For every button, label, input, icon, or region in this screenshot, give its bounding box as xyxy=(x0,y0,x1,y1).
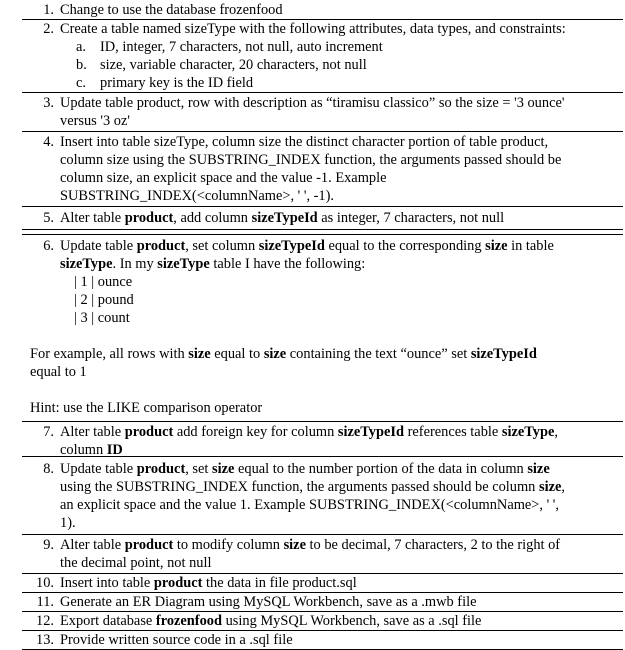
item-text: Change to use the database frozenfood xyxy=(60,2,283,18)
item-5: 5. Alter table product, add column sizeTypeId as integer, 7 characters, not null xyxy=(24,209,622,227)
item-13: 13. Provide written source code in a .sql file xyxy=(24,631,622,649)
item-number: 3. xyxy=(43,95,54,111)
item-number: 8. xyxy=(43,461,54,477)
item-number: 11. xyxy=(36,594,54,610)
item-number: 7. xyxy=(43,424,54,440)
item-text: Create a table named sizeType with the following attributes, data types, and constraints: xyxy=(60,21,566,37)
item-12: 12. Export database frozenfood using MySQL Workbench, save as a .sql file xyxy=(24,612,622,630)
item-9: 9. Alter table product to modify column size to be decimal, 7 characters, 2 to the right of the decimal point, not null xyxy=(24,536,622,572)
item-6: 6. Update table product, set column sizeTypeId equal to the corresponding size in table sizeType. In my sizeType table I have the following: | 1 | ounce | 2 | pound | 3 | count For example, all rows with size equal to size containing the text “ounce” set sizeTypeId equal to 1 Hint: use the LIKE comparison operator xyxy=(24,237,622,417)
item-number: 13. xyxy=(36,632,54,648)
item-7: 7. Alter table product add foreign key for column sizeTypeId references table sizeType, column ID xyxy=(24,423,622,459)
size-option: | 2 | pound xyxy=(74,292,134,308)
item-number: 4. xyxy=(43,134,54,150)
sub-item-a: a. ID, integer, 7 characters, not null, auto increment xyxy=(76,39,383,55)
size-option: | 1 | ounce xyxy=(74,274,133,290)
item-3: 3. Update table product, row with description as “tiramisu classico” so the size = '3 ounce' versus '3 oz' xyxy=(24,94,622,130)
size-option: | 3 | count xyxy=(74,310,130,326)
item-number: 12. xyxy=(36,613,54,629)
hint-text: Hint: use the LIKE comparison operator xyxy=(30,400,263,416)
row-divider xyxy=(22,534,623,535)
item-number: 6. xyxy=(43,238,54,254)
row-divider xyxy=(22,206,623,207)
item-2 xyxy=(24,20,622,92)
row-divider xyxy=(22,229,623,230)
sub-item-b: b. size, variable character, 20 characters, not null xyxy=(76,57,367,73)
item-number: 5. xyxy=(43,210,54,226)
item-4: 4. Insert into table sizeType, column size the distinct character portion of table product, column size using the SUBSTRING_INDEX function, the arguments passed should be column size, an explicit space and the value -1. Example SUBSTRING_INDEX(<columnName>, ' ', -1). xyxy=(24,133,622,205)
item-8: 8. Update table product, set size equal to the number portion of the data in column size using the SUBSTRING_INDEX function, the arguments passed should be column size, an explicit space and the value 1. Example SUBSTRING_INDEX(<columnName>, ' ', 1). xyxy=(24,460,622,532)
item-11: 11. Generate an ER Diagram using MySQL Workbench, save as a .mwb file xyxy=(24,593,622,611)
item-number: 10. xyxy=(36,575,54,591)
item-number: 9. xyxy=(43,537,54,553)
row-divider xyxy=(22,92,623,93)
item-number: 1. xyxy=(43,2,54,18)
item-number: 2. xyxy=(43,21,54,37)
row-divider xyxy=(22,131,623,132)
sub-item-c: c. primary key is the ID field xyxy=(76,75,254,91)
row-divider xyxy=(22,421,623,422)
row-divider xyxy=(22,234,623,235)
item-1 xyxy=(24,1,622,19)
item-10: 10. Insert into table product the data in file product.sql xyxy=(24,574,622,592)
